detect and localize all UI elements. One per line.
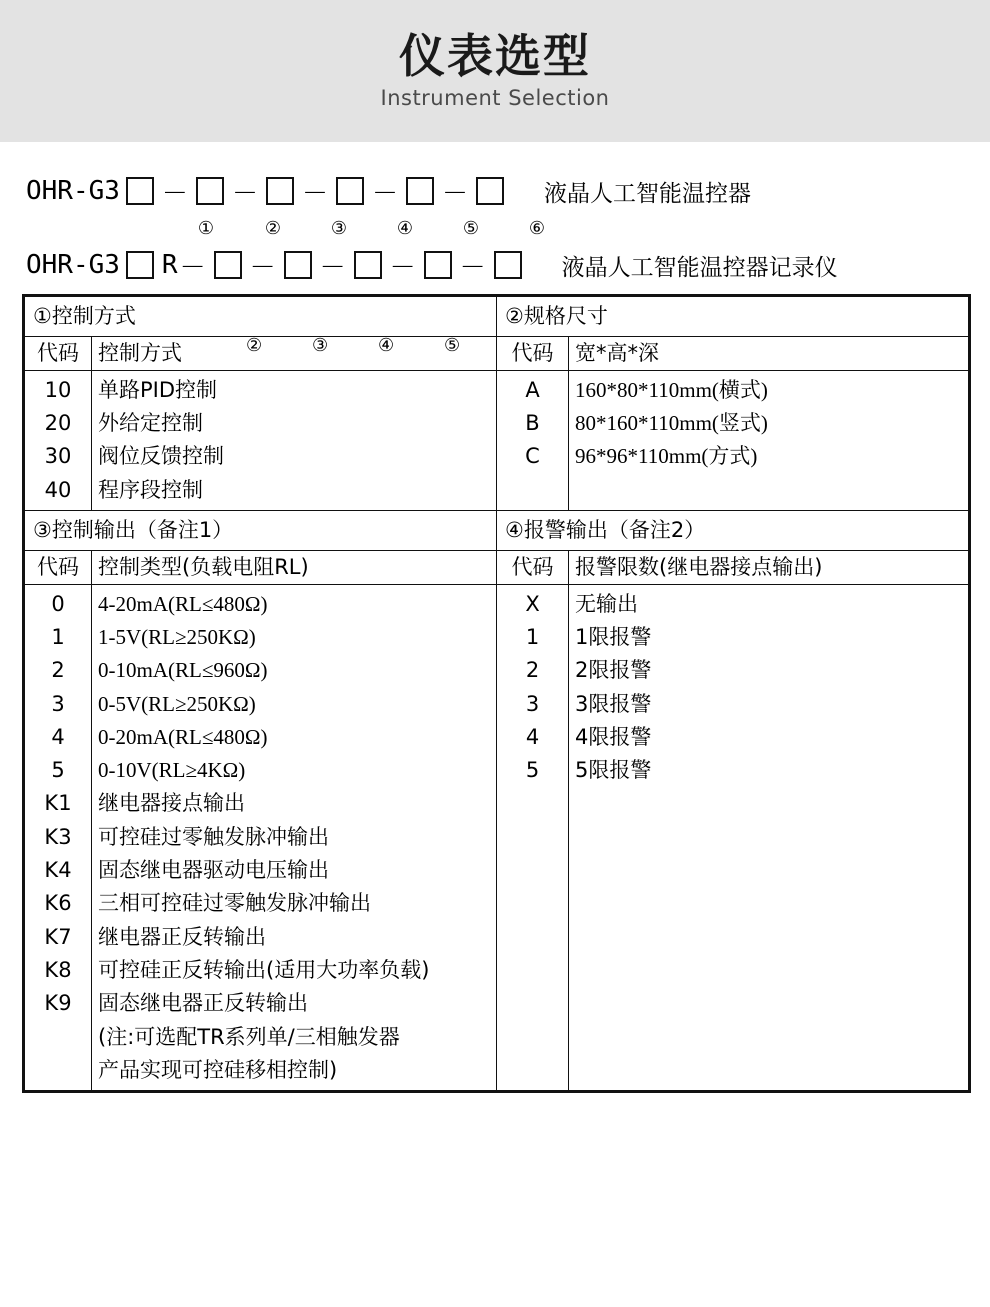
position-number-6: ⑥ xyxy=(528,217,546,239)
value-item: 80*160*110mm(竖式) xyxy=(575,411,768,436)
specification-table xyxy=(22,294,971,1093)
overlay-position-number-2: ② xyxy=(246,335,263,356)
table-row xyxy=(24,550,970,584)
page-title: 仪表选型 xyxy=(399,28,591,83)
value-item: 阀位反馈控制 xyxy=(98,444,224,469)
table-row xyxy=(24,336,970,370)
value-item: 外给定控制 xyxy=(98,411,203,436)
position-number-5: ⑤ xyxy=(462,217,480,239)
position-number-1: ① xyxy=(197,217,215,239)
codes-cell-1 xyxy=(24,370,92,510)
position-number-4: ④ xyxy=(396,217,414,239)
value-item: 1-5V(RL≥250KΩ) xyxy=(98,624,256,649)
code-item: K4 xyxy=(44,858,72,883)
code-item: 4 xyxy=(51,724,65,749)
code-box-2-2[interactable] xyxy=(214,251,242,279)
model-prefix-1: OHR-G3 xyxy=(26,176,120,206)
section-heading-1: ①控制方式 xyxy=(24,296,497,337)
code-item: 5 xyxy=(51,758,65,783)
col-header-value-1: 控制方式 xyxy=(92,336,497,370)
code-item: 1 xyxy=(525,624,540,649)
value-item: 0-10mA(RL≤960Ω) xyxy=(98,658,268,683)
code-item: C xyxy=(525,444,540,469)
dash-2-3: － xyxy=(319,252,346,283)
dash-2-2: － xyxy=(249,252,276,283)
codes-cell-4 xyxy=(497,584,569,1091)
code-box-1-5[interactable] xyxy=(406,177,434,205)
value-item: 无输出 xyxy=(575,591,639,616)
values-cell-2 xyxy=(569,370,970,510)
code-item: K9 xyxy=(44,991,72,1016)
value-item: 程序段控制 xyxy=(98,477,203,502)
values-cell-1 xyxy=(92,370,497,510)
table-row xyxy=(24,510,970,550)
code-box-2-4[interactable] xyxy=(354,251,382,279)
code-item: 2 xyxy=(525,658,540,683)
table-row xyxy=(24,584,970,1091)
model-prefix-2: OHR-G3 xyxy=(26,250,120,280)
model-row-1 xyxy=(0,168,990,214)
note-line: (注:可选配TR系列单/三相触发器 xyxy=(98,1024,400,1049)
value-item: 1限报警 xyxy=(575,624,652,649)
code-item: A xyxy=(525,377,540,402)
code-box-2-5[interactable] xyxy=(424,251,452,279)
code-box-1-1[interactable] xyxy=(126,177,154,205)
position-number-2: ② xyxy=(264,217,282,239)
table-row xyxy=(24,370,970,510)
dash-1-3: － xyxy=(301,178,328,209)
dash-1-4: － xyxy=(371,178,398,209)
page-banner xyxy=(0,0,990,142)
overlay-position-number-4: ④ xyxy=(378,335,395,356)
overlay-position-number-3: ③ xyxy=(312,335,329,356)
dash-2-1: － xyxy=(179,252,206,283)
dash-2-4: － xyxy=(389,252,416,283)
dash-1-5: － xyxy=(441,178,468,209)
value-item: 3限报警 xyxy=(575,691,652,716)
code-box-2-6[interactable] xyxy=(494,251,522,279)
value-item: 0-10V(RL≥4KΩ) xyxy=(98,758,246,783)
dash-1-2: － xyxy=(231,178,258,209)
code-item: 1 xyxy=(51,624,65,649)
values-cell-3 xyxy=(92,584,497,1091)
col-header-code-2: 代码 xyxy=(497,336,569,370)
value-item: 固态继电器正反转输出 xyxy=(98,991,308,1016)
code-item: 3 xyxy=(525,691,540,716)
code-box-1-4[interactable] xyxy=(336,177,364,205)
value-item: 固态继电器驱动电压输出 xyxy=(98,858,329,883)
code-item: 2 xyxy=(51,658,65,683)
value-item: 继电器正反转输出 xyxy=(98,924,266,949)
code-item: 30 xyxy=(44,444,72,469)
code-item: 0 xyxy=(51,591,65,616)
value-item: 160*80*110mm(横式) xyxy=(575,377,768,402)
value-item: 可控硅正反转输出(适用大功率负载) xyxy=(98,957,430,982)
position-number-3: ③ xyxy=(330,217,348,239)
col-header-value-3: 控制类型(负载电阻RL) xyxy=(92,550,497,584)
value-item: 5限报警 xyxy=(575,758,652,783)
col-header-code-1: 代码 xyxy=(24,336,92,370)
code-item: K1 xyxy=(44,791,72,816)
value-item: 4-20mA(RL≤480Ω) xyxy=(98,591,268,616)
code-item: 4 xyxy=(525,724,540,749)
value-item: 可控硅过零触发脉冲输出 xyxy=(98,824,329,849)
code-box-1-6[interactable] xyxy=(476,177,504,205)
col-header-code-3: 代码 xyxy=(24,550,92,584)
values-cell-4 xyxy=(569,584,970,1091)
codes-cell-2 xyxy=(497,370,569,510)
value-item: 继电器接点输出 xyxy=(98,791,245,816)
code-item: K3 xyxy=(44,824,72,849)
code-box-1-2[interactable] xyxy=(196,177,224,205)
code-item: 3 xyxy=(51,691,65,716)
col-header-code-4: 代码 xyxy=(497,550,569,584)
value-item: 96*96*110mm(方式) xyxy=(575,444,758,469)
code-item: B xyxy=(525,411,540,436)
dash-1-1: － xyxy=(161,178,188,209)
value-item: 0-5V(RL≥250KΩ) xyxy=(98,691,256,716)
code-item: X xyxy=(525,591,540,616)
code-item: 40 xyxy=(44,477,72,502)
code-item: 10 xyxy=(44,377,72,402)
code-item: 5 xyxy=(525,758,540,783)
value-item: 三相可控硅过零触发脉冲输出 xyxy=(98,891,371,916)
col-header-value-4: 报警限数(继电器接点输出) xyxy=(569,550,970,584)
value-item: 单路PID控制 xyxy=(98,377,218,402)
model-description-1: 液晶人工智能温控器 xyxy=(544,180,751,207)
model-description-2: 液晶人工智能温控器记录仪 xyxy=(561,254,838,281)
section-heading-3: ③控制输出（备注1） xyxy=(24,510,497,550)
code-box-2-1[interactable] xyxy=(126,251,154,279)
code-item: K8 xyxy=(44,957,72,982)
col-header-value-2: 宽*高*深 xyxy=(569,336,970,370)
overlay-position-number-5: ⑤ xyxy=(444,335,461,356)
position-numbers-row xyxy=(0,214,990,242)
model-mid-2: R xyxy=(161,250,178,280)
dash-2-5: － xyxy=(459,252,486,283)
code-item: K7 xyxy=(44,924,72,949)
page-subtitle: Instrument Selection xyxy=(380,86,610,111)
model-code-area xyxy=(0,142,990,288)
table-row xyxy=(24,296,970,337)
model-row-2 xyxy=(0,242,990,288)
value-item: 4限报警 xyxy=(575,724,652,749)
section-heading-2: ②规格尺寸 xyxy=(497,296,970,337)
section-heading-4: ④报警输出（备注2） xyxy=(497,510,970,550)
codes-cell-3 xyxy=(24,584,92,1091)
code-item: 20 xyxy=(44,411,72,436)
code-box-2-3[interactable] xyxy=(284,251,312,279)
note-line: 产品实现可控硅移相控制) xyxy=(98,1057,338,1082)
code-box-1-3[interactable] xyxy=(266,177,294,205)
value-item: 0-20mA(RL≤480Ω) xyxy=(98,724,268,749)
value-item: 2限报警 xyxy=(575,658,652,683)
code-item: K6 xyxy=(44,891,72,916)
